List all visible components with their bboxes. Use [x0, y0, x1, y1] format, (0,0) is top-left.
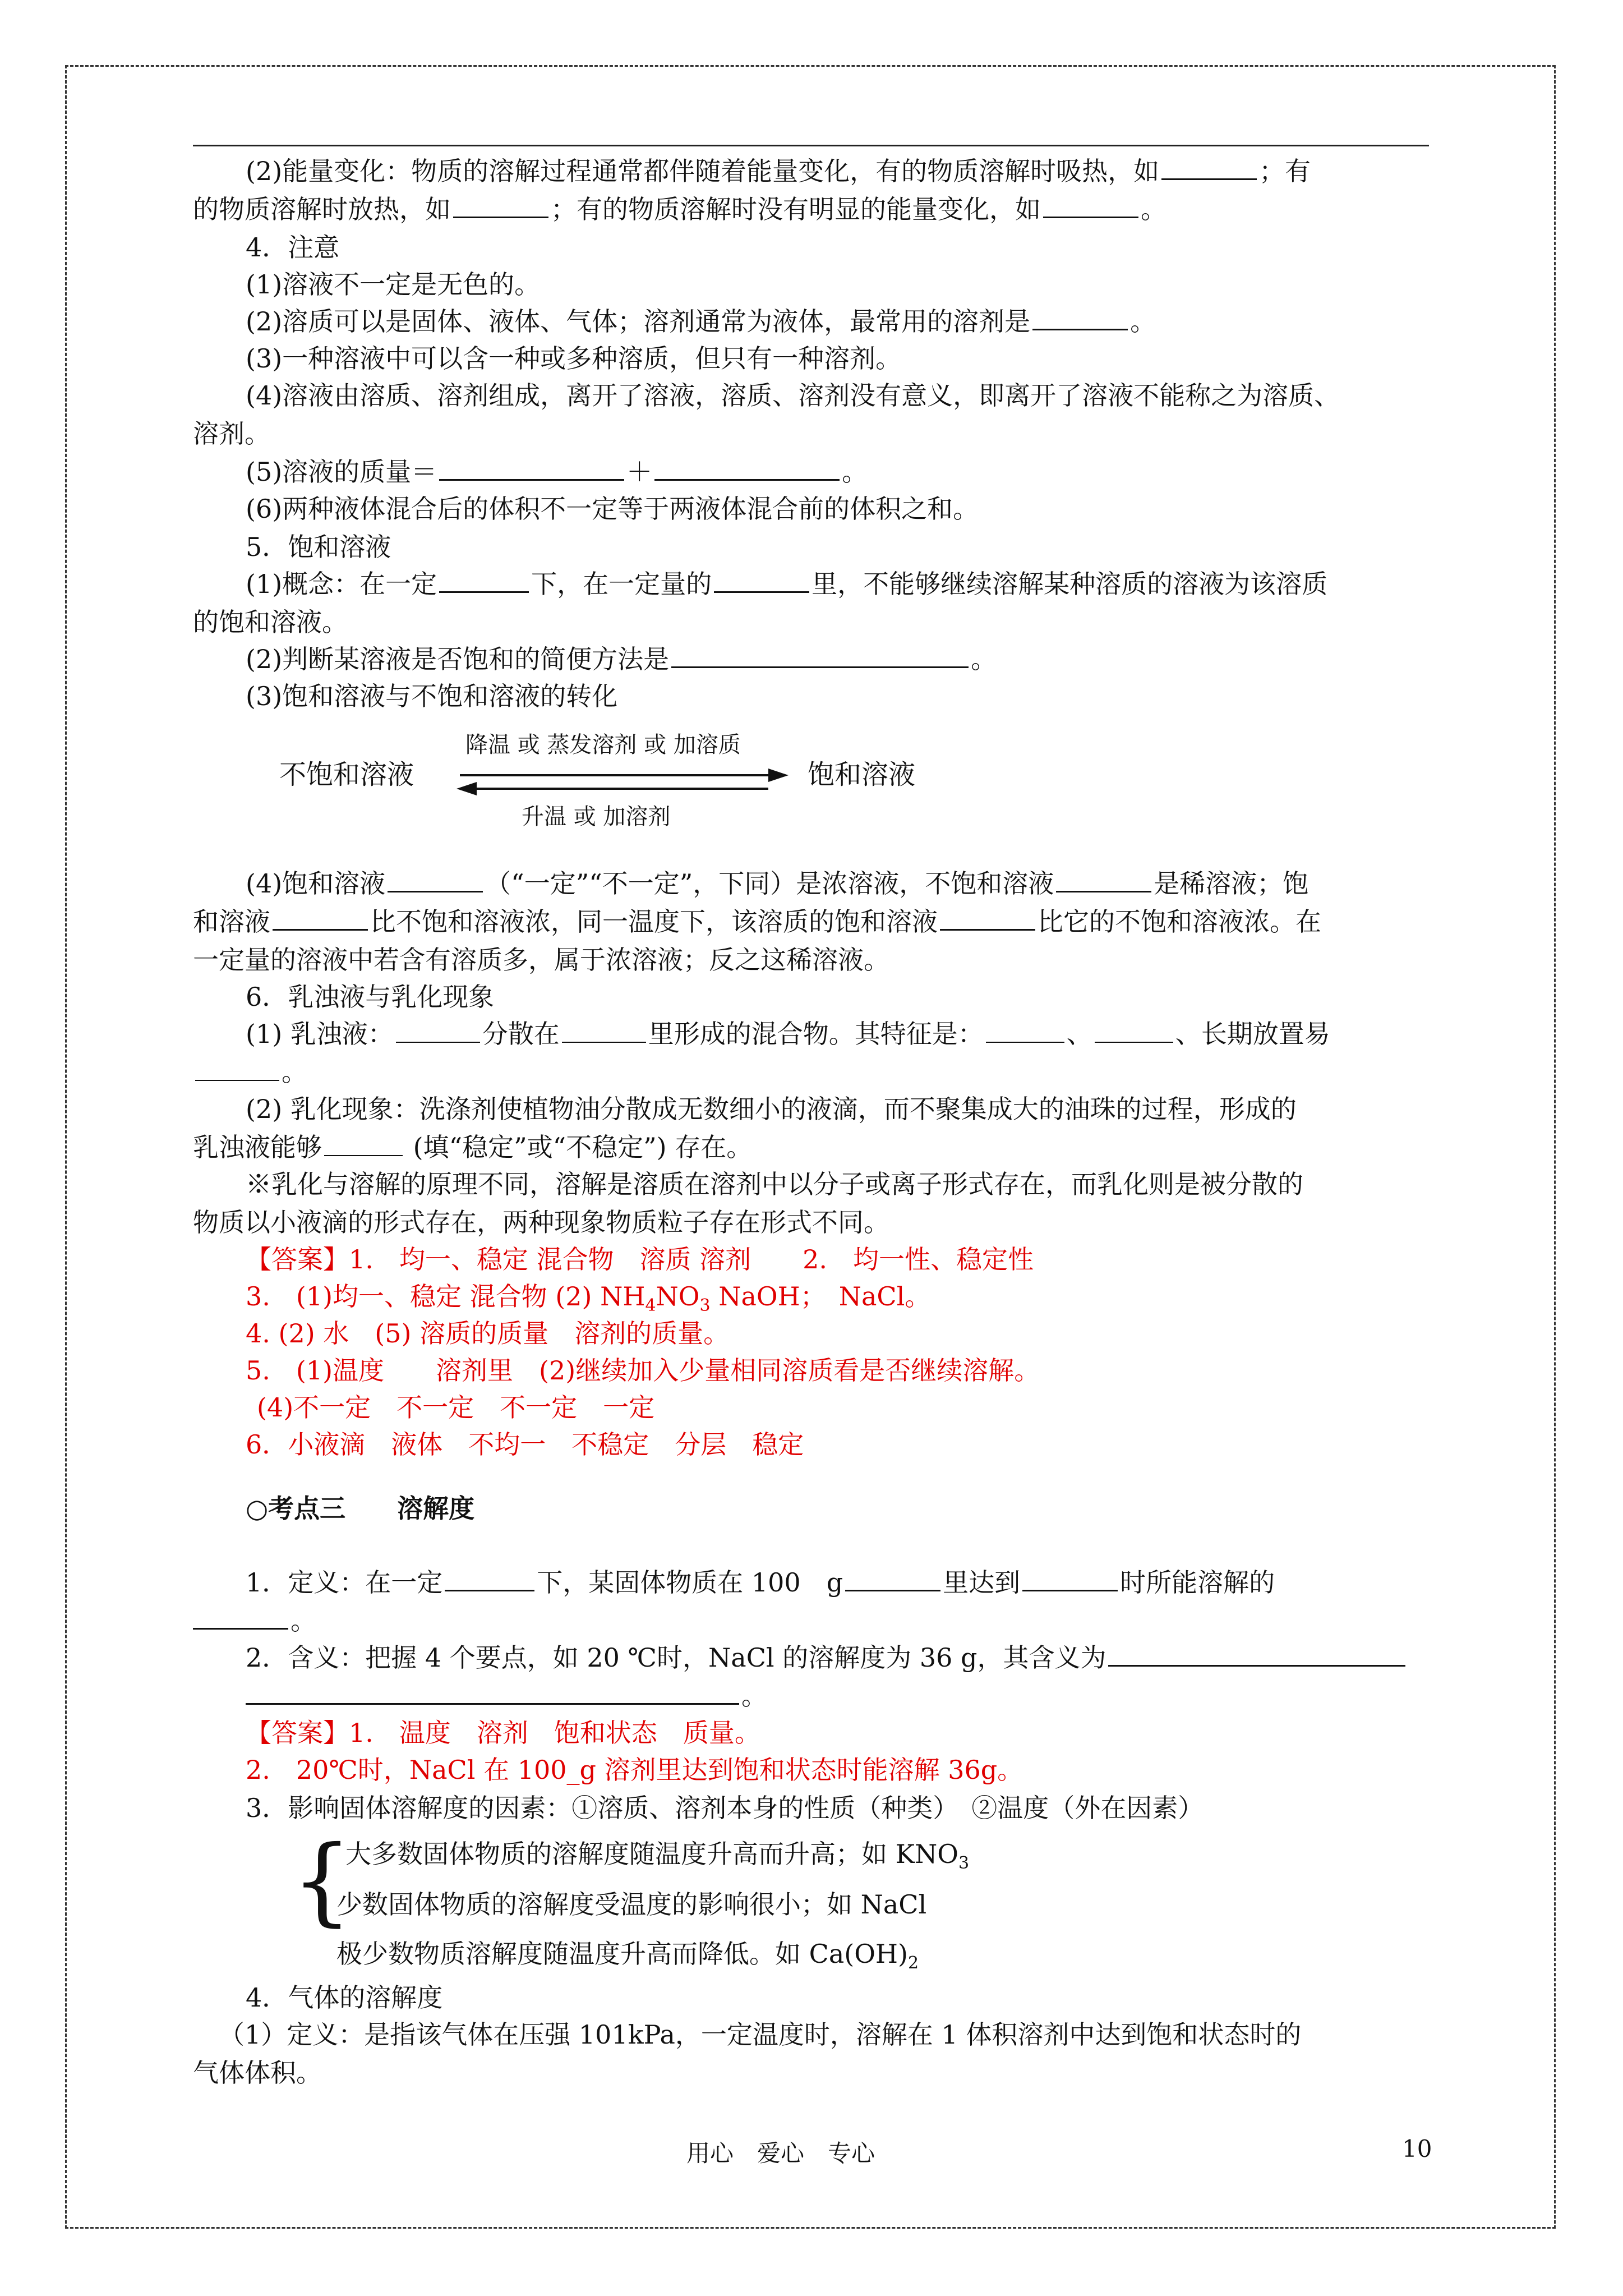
factor-line: 3．影响固体溶解度的因素：①溶质、溶剂本身的性质（种类） ②温度（外在因素） [246, 1793, 1204, 1823]
note-5-text: (5)溶液的质量＝ [246, 457, 437, 487]
energy-line-2 [193, 191, 1166, 228]
blank-feature-1 [986, 1019, 1064, 1043]
note-title: 4．注意 [246, 232, 340, 263]
energy-line-1 [246, 153, 1311, 190]
note-2 [246, 303, 1156, 340]
trend-2: 少数固体物质的溶解度受温度的影响很小；如 NaCl [336, 1889, 927, 1920]
sat-1a-text: (1)概念：在一定 [246, 569, 437, 599]
trend-1-text: 大多数固体物质的溶解度随温度升高而升高；如 KNO [345, 1839, 958, 1869]
sat-4a-text: (4)饱和溶液 [246, 868, 386, 899]
forward-arrow-head [768, 769, 789, 782]
trend-3-sub: 2 [907, 1953, 919, 1973]
note-3: (3)一种溶液中可以含一种或多种溶质，但只有一种溶剂。 [246, 343, 902, 374]
unsaturated-label: 不饱和溶液 [279, 759, 414, 790]
blank-endothermic [1161, 156, 1257, 180]
note-4a: (4)溶液由溶质、溶剂组成，离开了溶液，溶质、溶剂没有意义，即离开了溶液不能称之为溶质、 [246, 380, 1340, 411]
header-rule [193, 145, 1429, 146]
emul-1a-d: 、 [1066, 1019, 1092, 1049]
sat-4b-text: 和溶液 [193, 907, 270, 937]
emul-1a-text: (1) 乳浊液： [246, 1019, 394, 1049]
definition-a-end: 时所能溶解的 [1120, 1567, 1275, 1598]
energy-text-a-end: ；有 [1259, 156, 1311, 186]
trend-3 [336, 1935, 919, 1982]
footer-motto: 用心 爱心 专心 [686, 2139, 875, 2167]
blank-def-mass [193, 1605, 288, 1630]
sat-4b-end: 比它的不饱和溶液浓。在 [1038, 907, 1321, 937]
blank-def-state [1022, 1567, 1118, 1591]
energy-text-b: 的物质溶解时放热，如 [193, 194, 451, 224]
answer-3-a: 3. (1)均一、稳定 混合物 (2) NH [246, 1281, 645, 1312]
answer-5: 5. (1)温度 溶剂里 (2)继续加入少量相同溶质看是否继续溶解。 [246, 1355, 1040, 1386]
blank-exothermic [453, 194, 548, 218]
energy-text-a: (2)能量变化：物质的溶解过程通常都伴随着能量变化，有的物质溶解时吸热，如 [246, 156, 1160, 186]
emul-2a: (2) 乳化现象：洗涤剂使植物油分散成无数细小的液滴，而不聚集成大的油珠的过程，形成的 [246, 1094, 1297, 1124]
blank-temperature [439, 569, 529, 593]
answer-4: 4. (2) 水 (5) 溶质的质量 溶剂的质量。 [246, 1318, 730, 1349]
answer-3-b: NO [656, 1281, 700, 1312]
emul-title: 6．乳浊液与乳化现象 [246, 982, 495, 1012]
sat-2-text: (2)判断某溶液是否饱和的简便方法是 [246, 644, 670, 674]
answer-solubility-2: 2. 20℃时，NaCl 在 100_g 溶剂里达到饱和状态时能溶解 36g。 [246, 1755, 1023, 1785]
trend-1-sub: 3 [958, 1853, 970, 1874]
blank-def-temp [445, 1567, 534, 1591]
answer-solubility-1: 【答案】1. 温度 溶剂 饱和状态 质量。 [246, 1718, 760, 1748]
trend-3-text: 极少数物质溶解度随温度升高而降低。如 Ca(OH) [336, 1939, 908, 1969]
emul-2b-end: (填“稳定”或“不稳定”) 存在。 [405, 1132, 753, 1162]
blank-layering [195, 1057, 279, 1081]
emul-1b-end: 。 [282, 1057, 307, 1087]
energy-text-b-end: 。 [1141, 194, 1166, 224]
meaning-b-end: 。 [741, 1681, 767, 1711]
energy-text-b-mid: ；有的物质溶解时没有明显的能量变化，如 [551, 194, 1041, 224]
answer-3-c: NaOH； NaCl。 [710, 1281, 931, 1312]
gas-1b: 气体体积。 [193, 2058, 322, 2088]
note-2-end: 。 [1130, 306, 1156, 337]
blank-droplets [396, 1019, 480, 1043]
note-6: (6)两种液体混合后的体积不一定等于两液体混合前的体积之和。 [246, 494, 979, 524]
sat-4a [246, 865, 1308, 902]
definition-b [193, 1602, 316, 1639]
emul-1b [193, 1053, 307, 1091]
sat-1a-end: 里，不能够继续溶解某种溶质的溶液为该溶质 [811, 569, 1328, 599]
conversion-arrows [454, 763, 791, 797]
definition-a-text: 1．定义：在一定 [246, 1567, 443, 1598]
sat-1a [246, 565, 1327, 602]
meaning-a [246, 1639, 1408, 1676]
blank-judge-method [671, 644, 969, 668]
sat-4b-mid: 比不饱和溶液浓，同一温度下，该溶质的饱和溶液 [370, 907, 938, 937]
definition-a-mid2: 里达到 [943, 1567, 1021, 1598]
blank-feature-2 [1095, 1019, 1173, 1043]
keypoint-3-heading: ○考点三 溶解度 [246, 1493, 475, 1524]
definition-b-end: 。 [291, 1605, 316, 1636]
definition-a-mid: 下，某固体物质在 100 g [537, 1567, 843, 1598]
gas-1a: （1）定义：是指该气体在压强 101kPa，一定温度时，溶解在 1 体积溶剂中达到饱和状态时的 [219, 2019, 1302, 2050]
sat-2-end: 。 [971, 644, 997, 674]
trend-1 [345, 1835, 969, 1882]
answer-6: 6．小液滴 液体 不均一 不稳定 分层 稳定 [246, 1429, 804, 1460]
left-brace: { [292, 1825, 353, 1936]
sat-4b [193, 903, 1321, 940]
remark-a: ※乳化与溶解的原理不同，溶解是溶质在溶剂中以分子或离子形式存在，而乳化则是被分散的 [246, 1169, 1303, 1199]
blank-solvent-2 [714, 569, 809, 593]
backward-condition: 升温 或 加溶剂 [522, 804, 671, 830]
blank-sat-vs-unsat [273, 907, 368, 931]
emul-1a [246, 1015, 1330, 1052]
sat-4c: 一定量的溶液中若含有溶质多，属于浓溶液；反之这稀溶液。 [193, 945, 889, 975]
answer-3-sub1: 4 [645, 1296, 656, 1316]
sat-4a-mid: （“一定”“不一定”，下同）是浓溶液，不饱和溶液 [485, 868, 1054, 899]
note-2-text: (2)溶质可以是固体、液体、气体；溶剂通常为液体，最常用的溶剂是 [246, 306, 1031, 337]
page-number: 10 [1402, 2135, 1432, 2162]
emul-1a-b: 分散在 [482, 1019, 560, 1049]
answer-3-sub2: 3 [699, 1296, 711, 1316]
blank-solvent [1032, 306, 1128, 330]
answer-5b: (4)不一定 不一定 不一定 一定 [257, 1392, 655, 1423]
answer-1: 【答案】1. 均一、稳定 混合物 溶质 溶剂 2. 均一性、稳定性 [246, 1244, 1034, 1274]
emul-2b [193, 1129, 752, 1166]
blank-sat-concentrated [388, 868, 483, 892]
note-5-end: 。 [842, 457, 868, 487]
blank-meaning-2 [246, 1681, 739, 1705]
note-5 [246, 453, 868, 490]
meaning-b [246, 1677, 767, 1714]
sat-4a-end: 是稀溶液；饱 [1154, 868, 1309, 899]
gas-title: 4．气体的溶解度 [246, 1982, 443, 2013]
backward-arrow-head [457, 782, 477, 795]
sat-2 [246, 641, 997, 678]
note-4b: 溶剂。 [193, 418, 270, 449]
meaning-a-text: 2．含义：把握 4 个要点，如 20 ℃时，NaCl 的溶解度为 36 g，其含义为 [246, 1642, 1106, 1673]
blank-liquid [562, 1019, 646, 1043]
emul-2b-text: 乳浊液能够 [193, 1132, 322, 1162]
blank-solute-mass [439, 457, 624, 481]
emul-1a-e: 、长期放置易 [1175, 1019, 1330, 1049]
blank-stability [324, 1133, 403, 1156]
sat-title: 5．饱和溶液 [246, 532, 391, 562]
blank-meaning-1 [1108, 1642, 1405, 1667]
blank-solvent-mass [654, 457, 840, 481]
saturated-label: 饱和溶液 [808, 759, 916, 790]
note-1: (1)溶液不一定是无色的。 [246, 269, 541, 300]
blank-def-solvent [845, 1567, 940, 1591]
remark-b: 物质以小液滴的形式存在，两种现象物质粒子存在形式不同。 [193, 1207, 889, 1237]
sat-3: (3)饱和溶液与不饱和溶液的转化 [246, 681, 618, 711]
definition-a [246, 1564, 1275, 1601]
sat-1b: 的饱和溶液。 [193, 607, 348, 637]
sat-1a-mid: 下，在一定量的 [531, 569, 712, 599]
emul-1a-c: 里形成的混合物。其特征是： [648, 1019, 984, 1049]
note-5-plus: ＋ [626, 457, 653, 487]
forward-condition: 降温 或 蒸发溶剂 或 加溶质 [465, 732, 741, 758]
blank-unsat-dilute [1056, 868, 1151, 892]
blank-same-temp [940, 907, 1035, 931]
blank-no-change [1043, 194, 1138, 218]
